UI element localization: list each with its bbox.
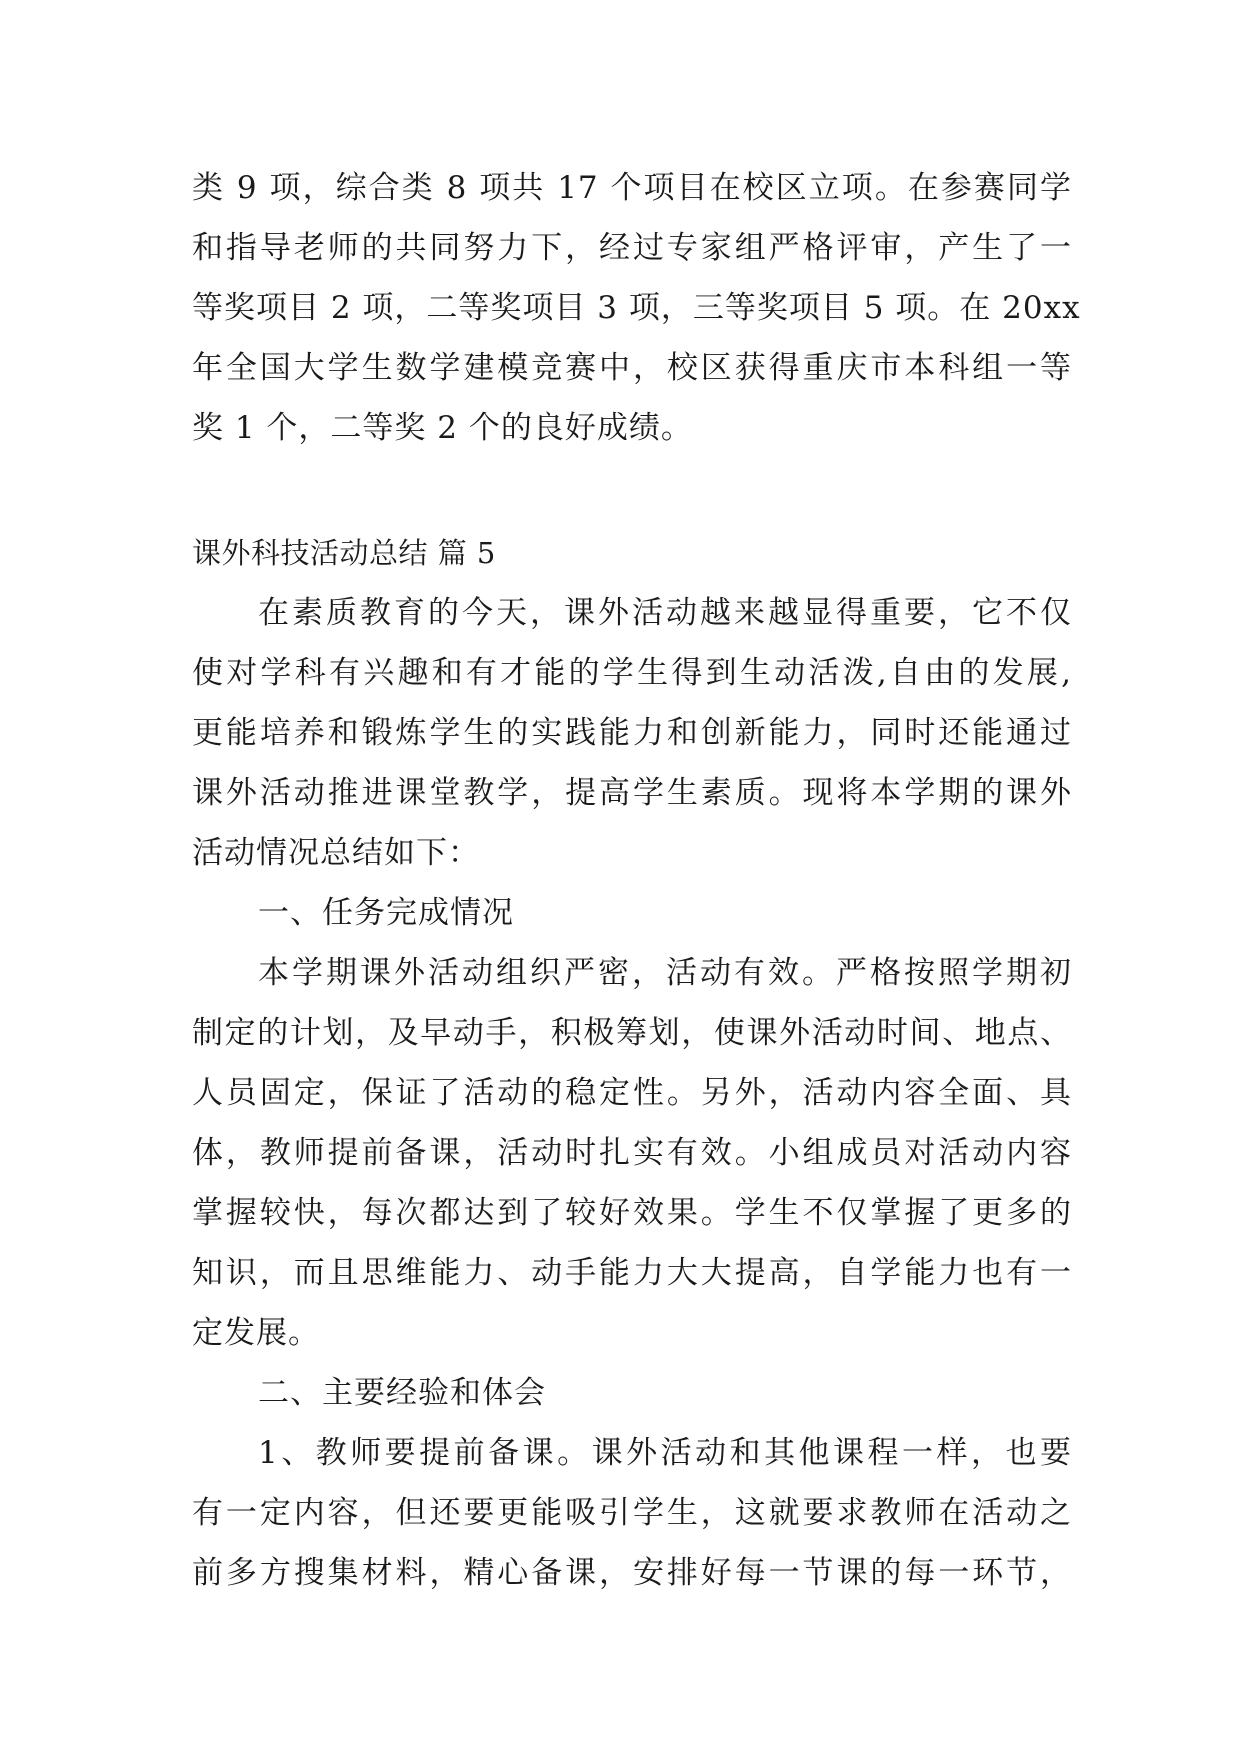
text-line: 1、教师要提前备课。课外活动和其他课程一样，也要 xyxy=(258,1435,1072,1471)
text-line: 使对学科有兴趣和有才能的学生得到生动活泼,自由的发展, xyxy=(192,655,1072,691)
text-line: 更能培养和锻炼学生的实践能力和创新能力，同时还能通过 xyxy=(192,715,1072,751)
text-line: 体，教师提前备课，活动时扎实有效。小组成员对活动内容 xyxy=(192,1135,1072,1171)
text-line: 人员固定，保证了活动的稳定性。另外，活动内容全面、具 xyxy=(192,1075,1072,1111)
text-line: 前多方搜集材料，精心备课，安排好每一节课的每一环节， xyxy=(192,1555,1072,1591)
text-line: 掌握较快，每次都达到了较好效果。学生不仅掌握了更多的 xyxy=(192,1195,1072,1231)
continued-paragraph xyxy=(192,158,1081,458)
text-line: 定发展。 xyxy=(192,1315,320,1351)
intro-paragraph xyxy=(192,583,1072,883)
experience-paragraph xyxy=(192,1423,1072,1603)
subheading-experience: 二、主要经验和体会 xyxy=(258,1375,546,1411)
text-line: 等奖项目 2 项，二等奖项目 3 项，三等奖项目 5 项。在 20xx xyxy=(192,290,1081,326)
paragraph-gap xyxy=(192,458,1072,523)
subheading-task-completion: 一、任务完成情况 xyxy=(258,895,514,931)
text-line: 年全国大学生数学建模竞赛中，校区获得重庆市本科组一等 xyxy=(192,350,1072,386)
text-line: 本学期课外活动组织严密，活动有效。严格按照学期初 xyxy=(258,955,1072,991)
text-line: 活动情况总结如下： xyxy=(192,835,480,871)
text-line: 制定的计划，及早动手，积极筹划，使课外活动时间、地点、 xyxy=(192,1015,1072,1051)
document-body xyxy=(192,158,1081,1603)
text-line: 知识，而且思维能力、动手能力大大提高，自学能力也有一 xyxy=(192,1255,1072,1291)
text-line: 课外活动推进课堂教学，提高学生素质。现将本学期的课外 xyxy=(192,775,1072,811)
section-title: 课外科技活动总结 篇 5 xyxy=(192,536,496,570)
task-paragraph xyxy=(192,943,1072,1363)
text-line: 有一定内容，但还要更能吸引学生，这就要求教师在活动之 xyxy=(192,1495,1072,1531)
text-line: 类 9 项，综合类 8 项共 17 个项目在校区立项。在参赛同学 xyxy=(192,170,1072,206)
text-line: 和指导老师的共同努力下，经过专家组严格评审，产生了一 xyxy=(192,230,1072,266)
text-line: 在素质教育的今天，课外活动越来越显得重要，它不仅 xyxy=(258,595,1072,631)
text-line: 奖 1 个，二等奖 2 个的良好成绩。 xyxy=(192,410,693,446)
